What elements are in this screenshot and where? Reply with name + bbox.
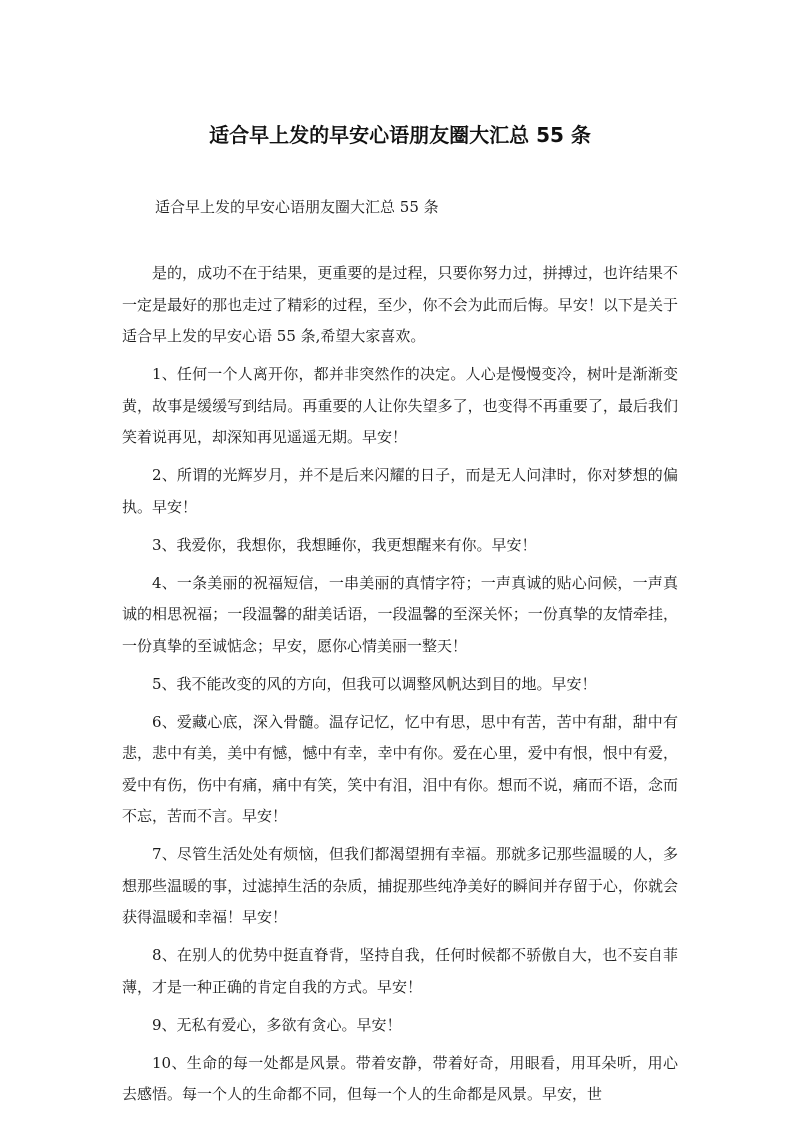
paragraph-9: 9、无私有爱心，多欲有贪心。早安！ (152, 1015, 402, 1034)
document-body (122, 258, 678, 1117)
document-subtitle: 适合早上发的早安心语朋友圈大汇总 55 条 (155, 198, 439, 216)
paragraph-4: 4、一条美丽的祝福短信，一串美丽的真情字符；一声真诚的贴心问候，一声真诚的相思祝福；一段温馨的甜美话语，一段温馨的至深关怀；一份真挚的友情牵挂，一份真挚的至诚惦念；早安，愿你心情美丽一整天！ (122, 573, 678, 655)
intro-paragraph: 是的，成功不在于结果，更重要的是过程，只要你努力过，拼搏过，也许结果不一定是最好的那也走过了精彩的过程，至少，你不会为此而后悔。早安！以下是关于适合早上发的早安心语 55 条,希望大家喜欢。 (122, 264, 678, 345)
paragraph-2: 2、所谓的光辉岁月，并不是后来闪耀的日子，而是无人问津时，你对梦想的偏执。早安！ (122, 466, 678, 516)
paragraph-5: 5、我不能改变的风的方向，但我可以调整风帆达到目的地。早安！ (152, 674, 597, 693)
document-title: 适合早上发的早安心语朋友圈大汇总 55 条 (209, 123, 591, 147)
paragraph-3: 3、我爱你，我想你，我想睡你，我更想醒来有你。早安！ (152, 535, 537, 554)
paragraph-10: 10、生命的每一处都是风景。带着安静，带着好奇，用眼看，用耳朵听，用心去感悟。每一个人的生命都不同，但每一个人的生命都是风景。早安，世 (122, 1053, 678, 1103)
paragraph-7: 7、尽管生活处处有烦恼，但我们都渴望拥有幸福。那就多记那些温暖的人，多想那些温暖的事，过滤掉生活的杂质，捕捉那些纯净美好的瞬间并存留于心，你就会获得温暖和幸福！早安！ (122, 845, 678, 926)
paragraph-8: 8、在别人的优势中挺直脊背，坚持自我，任何时候都不骄傲自大，也不妄自菲薄，才是一种正确的肯定自我的方式。早安！ (122, 946, 678, 996)
paragraph-6: 6、爱藏心底，深入骨髓。温存记忆，忆中有思，思中有苦，苦中有甜，甜中有悲，悲中有美，美中有憾，憾中有幸，幸中有你。爱在心里，爱中有恨，恨中有爱，爱中有伤，伤中有痛，痛中有笑，笑中有泪，泪中有你。想而不说，痛而不语，念而不忘，苦而不言。早安！ (122, 712, 678, 825)
paragraph-1: 1、任何一个人离开你，都并非突然作的决定。人心是慢慢变冷，树叶是渐渐变黄，故事是缓缓写到结局。再重要的人让你失望多了，也变得不再重要了，最后我们笑着说再见，却深知再见遥遥无期。早安！ (122, 365, 678, 446)
